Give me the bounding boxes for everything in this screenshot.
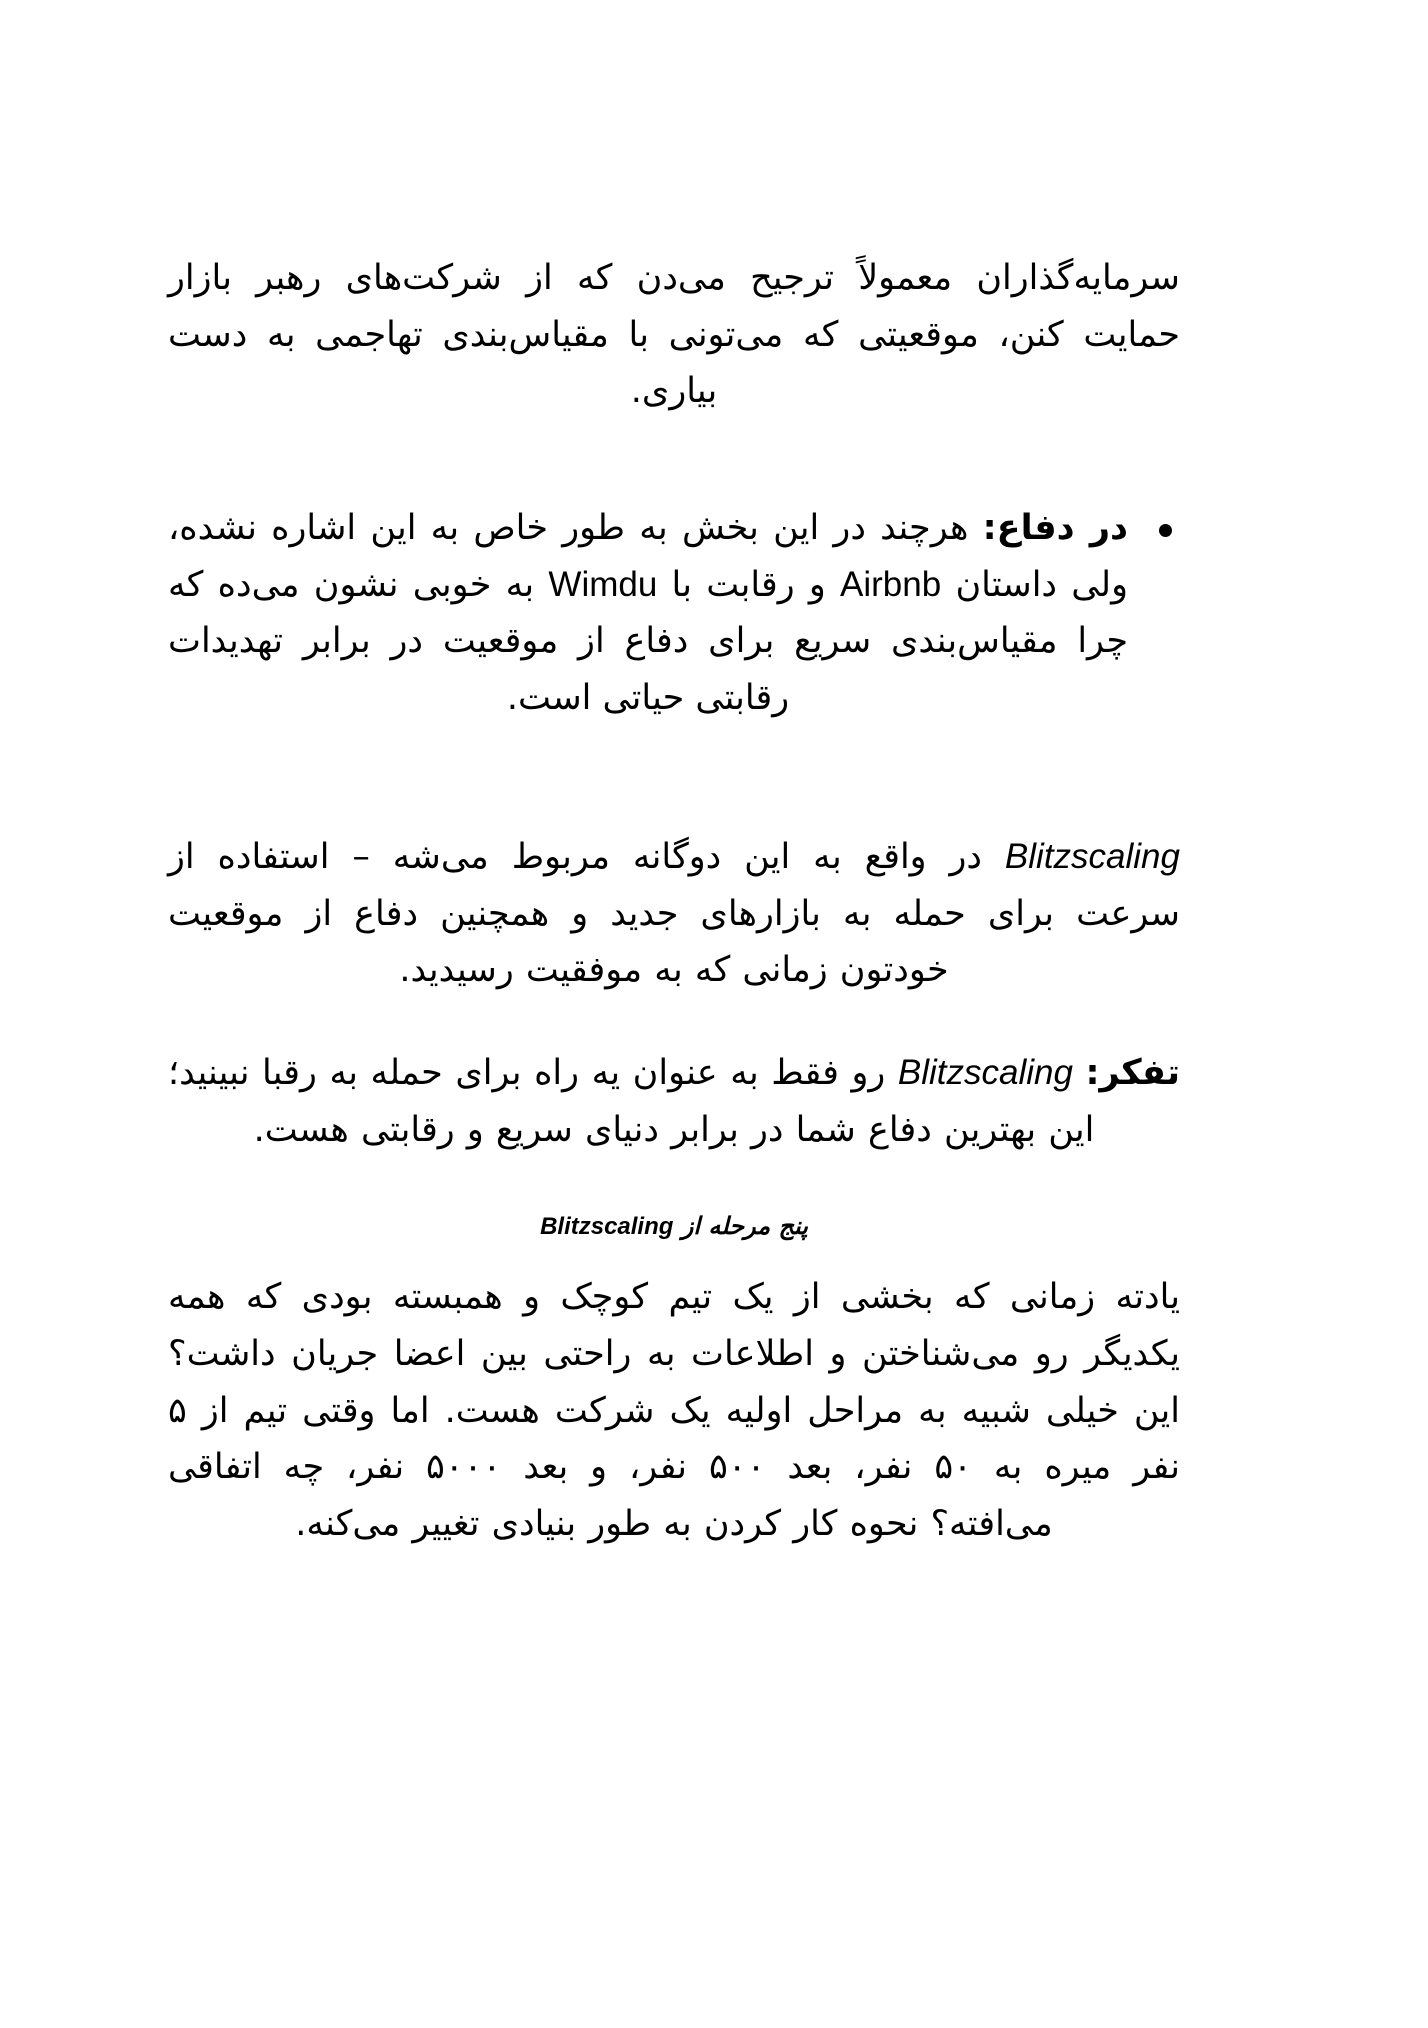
term-blitzscaling-2: Blitzscaling: [897, 1052, 1073, 1092]
mindset-text: رو فقط به عنوان یه راه برای حمله به رقبا نبینید؛ این بهترین دفاع شما در برابر دنیای سریع و رقابتی هست.: [168, 1052, 1095, 1150]
document-body: [168, 250, 1180, 1553]
list-item: [168, 500, 1180, 727]
subheading-spacer: [168, 1192, 1180, 1208]
paragraph-investors: سرمایه‌گذاران معمولاً ترجیح می‌دن که از شرکت‌های رهبر بازار حمایت کنن، موقعیتی که می‌تونی با مقیاس‌بندی تهاجمی به دست بیاری.: [168, 258, 1180, 412]
bullet-text-a: هرچند در این بخش به طور خاص به این اشاره نشده، ولی داستان: [168, 508, 1129, 605]
bullet-list: [168, 500, 1180, 727]
bullet-text-c: به خوبی نشون می‌ده که چرا مقیاس‌بندی سریع برای دفاع از موقعیت در برابر تهدیدات رقابتی حیاتی است.: [168, 564, 1128, 719]
term-blitzscaling-3: Blitzscaling: [540, 1213, 674, 1241]
mindset-space: [1073, 1053, 1086, 1093]
bullet-lead-label: در دفاع:: [982, 508, 1128, 549]
section-subheading: [168, 1208, 1180, 1245]
paragraph-spacer: [168, 466, 1180, 500]
paragraph-blitzscaling-duality-text: در واقع به این دوگانه مربوط می‌شه – استفاده از سرعت برای حمله به بازارهای جدید و همچنین دفاع از موقعیت خودتون زمانی که به موفقیت رسیدید.: [168, 836, 1180, 991]
subheading-persian-label: پنج مرحله از: [681, 1212, 808, 1241]
paragraph-blitzscaling-duality: [168, 829, 1180, 999]
section-spacer: [168, 767, 1180, 829]
bullet-dot-icon: [1159, 524, 1172, 537]
brand-airbnb: Airbnb: [840, 564, 942, 604]
term-blitzscaling-1: Blitzscaling: [1004, 836, 1180, 876]
brand-wimdu: Wimdu: [548, 564, 658, 604]
paragraph-mindset: [168, 1045, 1180, 1158]
paragraph-team-growth: یادته زمانی که بخشی از یک تیم کوچک و همبسته بودی که همه یکدیگر رو می‌شناختن و اطلاعات به راحتی بین اعضا جریان داشت؟ این خیلی شبیه به مراحل اولیه یک شرکت هست. اما وقتی تیم از ۵ نفر میره به ۵۰ نفر، بعد ۵۰۰ نفر، و بعد ۵۰۰۰ نفر، چه اتفاقی می‌افته؟ نحوه کار کردن به طور بنیادی تغییر می‌کنه.: [168, 1277, 1180, 1544]
mindset-lead-label: تفکر:: [1085, 1052, 1180, 1093]
bullet-text-b: و رقابت با: [657, 564, 841, 605]
